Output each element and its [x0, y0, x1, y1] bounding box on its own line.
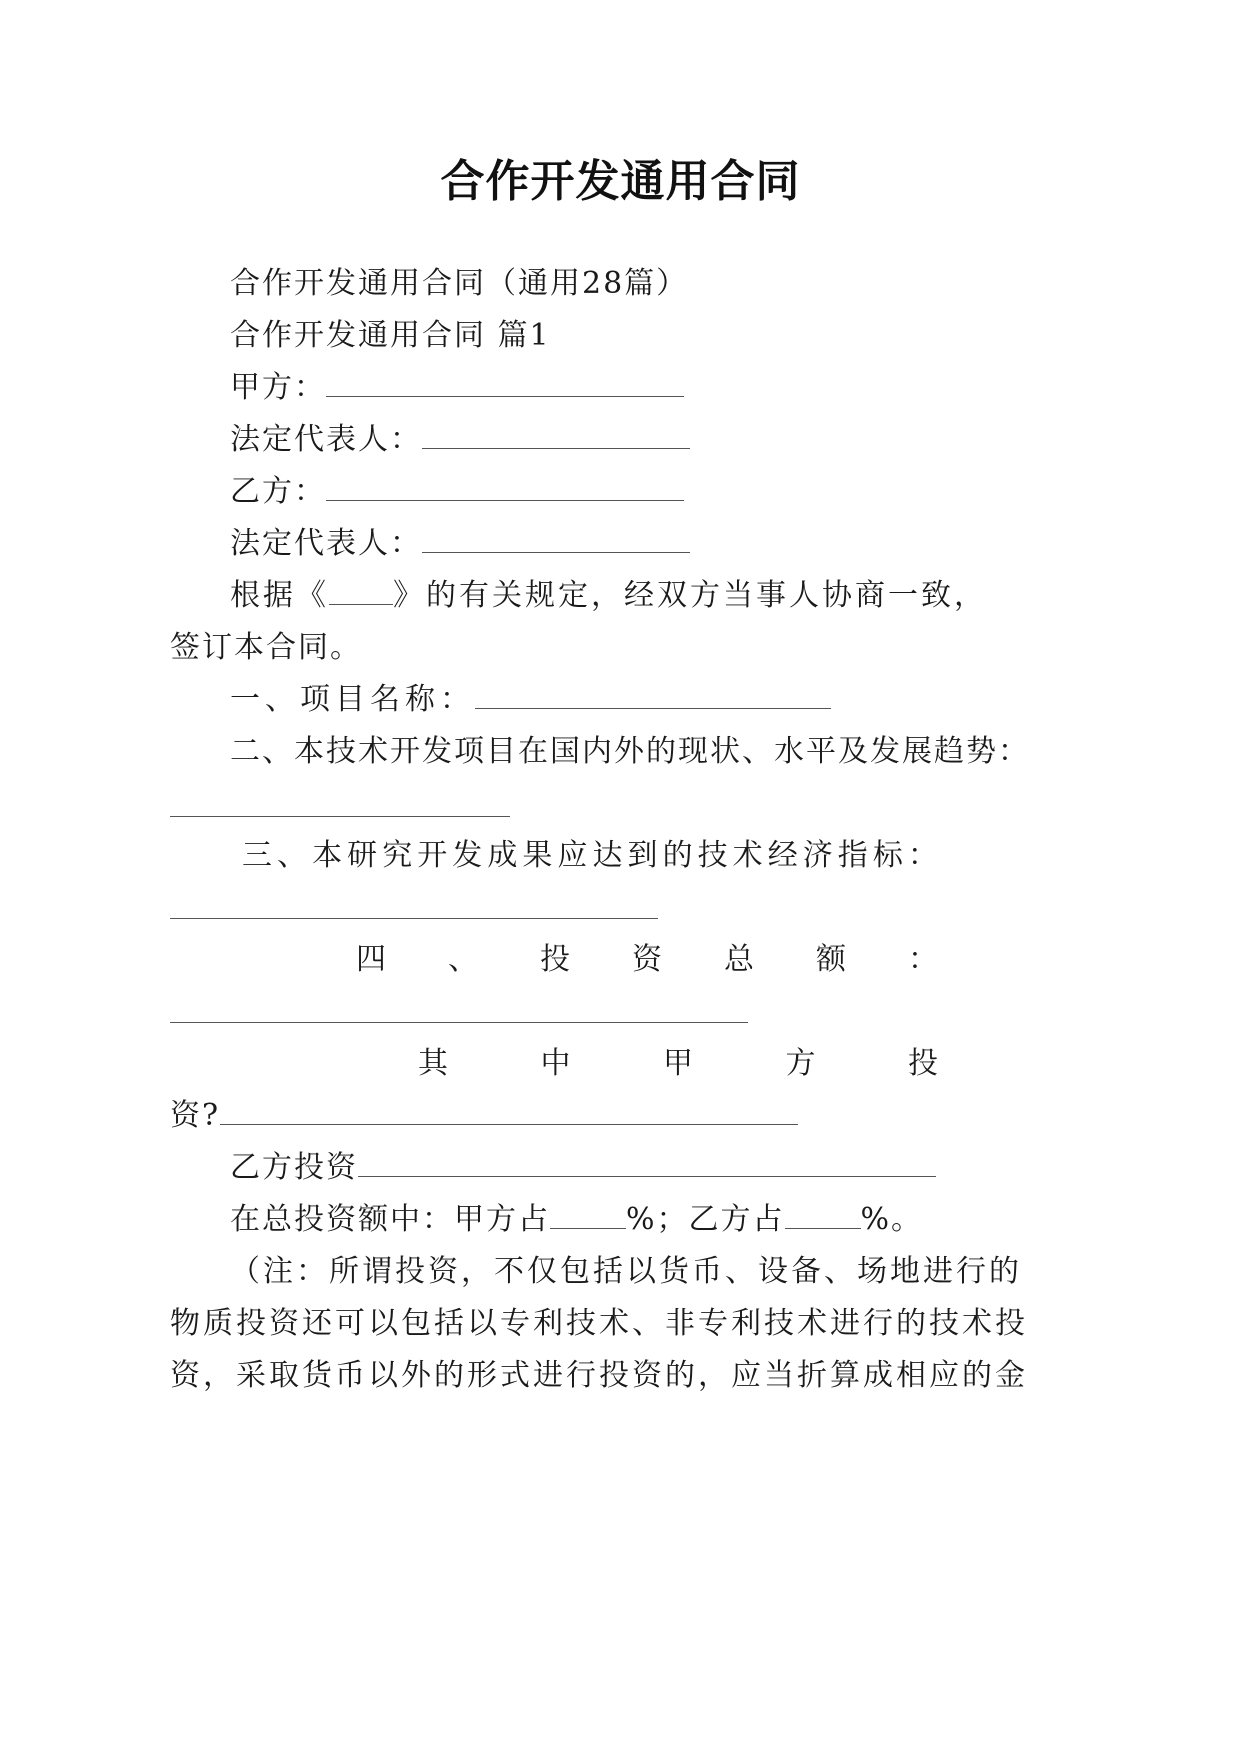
item-3-char: 技: [697, 838, 730, 873]
preamble-continuation: 签订本合同。: [170, 630, 362, 665]
item-5-cont: 资?: [170, 1098, 221, 1133]
item-3-char: 术: [732, 838, 765, 873]
item-3-char: ：: [907, 838, 940, 873]
party-a-label: 甲方：: [230, 370, 326, 405]
party-b-label: 乙方：: [230, 474, 326, 509]
item-5-char: 甲: [663, 1046, 695, 1081]
legal-rep-a-label: 法定代表人：: [230, 422, 422, 457]
item-4-line: [356, 940, 940, 980]
party-b-line: [230, 472, 684, 512]
item-5-char: 方: [785, 1046, 818, 1081]
party-a-invest-blank: [220, 1102, 798, 1125]
item-5-cont-line: [170, 1096, 798, 1136]
party-b-invest-blank: [358, 1154, 936, 1177]
note-line-3: 资，采取货币以外的形式进行投资的，应当折算成相应的金: [170, 1358, 1028, 1393]
item-3-char: 果: [522, 838, 555, 873]
document-title: 合作开发通用合同: [440, 156, 801, 207]
item-5-char: 投: [908, 1046, 940, 1081]
item-4-blank: [170, 1022, 748, 1023]
item-1-line: [230, 680, 831, 720]
party-a-line: [230, 368, 684, 408]
item-3-char: 标: [872, 838, 905, 873]
item-2-line: 二、本技术开发项目在国内外的现状、水平及发展趋势：: [230, 734, 1030, 769]
item-4-char: 投: [540, 942, 572, 977]
item-3-char: 、: [277, 838, 310, 873]
ratio-mid: %；乙方占: [626, 1202, 785, 1237]
legal-rep-b-blank: [422, 530, 690, 553]
item-1-label: 一、项目名称：: [230, 682, 475, 717]
item-3-char: 济: [802, 838, 835, 873]
item-3-char: 指: [837, 838, 870, 873]
item-4-char: 、: [448, 942, 480, 977]
item-5-char: 中: [540, 1046, 573, 1081]
part-heading: 合作开发通用合同 篇1: [230, 318, 551, 353]
item-4-char: 资: [632, 942, 664, 977]
item-4-char: ：: [908, 942, 940, 977]
preamble-left: 根据《: [230, 578, 329, 613]
ratio-line: [230, 1200, 923, 1240]
item-3-char: 开: [417, 838, 450, 873]
item-3-char: 达: [592, 838, 625, 873]
item-2-blank: [170, 816, 510, 817]
legal-rep-b-label: 法定代表人：: [230, 526, 422, 561]
legal-rep-a-blank: [422, 426, 690, 449]
party-a-share-blank: [550, 1206, 626, 1229]
party-b-invest-label: 乙方投资: [230, 1150, 358, 1185]
party-a-blank: [326, 374, 684, 397]
party-b-share-blank: [785, 1206, 861, 1229]
preamble-right: 》的有关规定，经双方当事人协商一致，: [393, 578, 987, 613]
item-5-line: [418, 1044, 940, 1084]
item-3-char: 应: [557, 838, 590, 873]
item-3-char: 经: [767, 838, 800, 873]
item-3-char: 的: [662, 838, 695, 873]
item-1-blank: [475, 686, 831, 709]
item-3-char: 到: [627, 838, 660, 873]
item-3-char: 三: [242, 838, 274, 873]
ratio-suffix: %。: [860, 1202, 924, 1237]
item-4-char: 四: [356, 942, 388, 977]
item-4-char: 额: [816, 942, 848, 977]
law-name-blank: [329, 582, 393, 605]
item-5-char: 其: [418, 1046, 450, 1081]
collection-heading: 合作开发通用合同（通用28篇）: [230, 266, 689, 301]
party-b-blank: [326, 478, 684, 501]
preamble-line: [230, 576, 987, 616]
item-3-blank: [170, 918, 658, 919]
item-4-char: 总: [724, 942, 756, 977]
legal-rep-a-line: [230, 420, 690, 460]
item-3-line: [242, 836, 940, 876]
party-b-invest-line: [230, 1148, 936, 1188]
note-line-1: （注：所谓投资，不仅包括以货币、设备、场地进行的: [230, 1254, 1022, 1289]
item-3-char: 究: [382, 838, 415, 873]
item-3-char: 成: [487, 838, 520, 873]
note-line-2: 物质投资还可以包括以专利技术、非专利技术进行的技术投: [170, 1306, 1028, 1341]
ratio-prefix: 在总投资额中：甲方占: [230, 1202, 550, 1237]
item-3-char: 本: [312, 838, 345, 873]
item-3-char: 研: [347, 838, 380, 873]
legal-rep-b-line: [230, 524, 690, 564]
item-3-char: 发: [452, 838, 485, 873]
